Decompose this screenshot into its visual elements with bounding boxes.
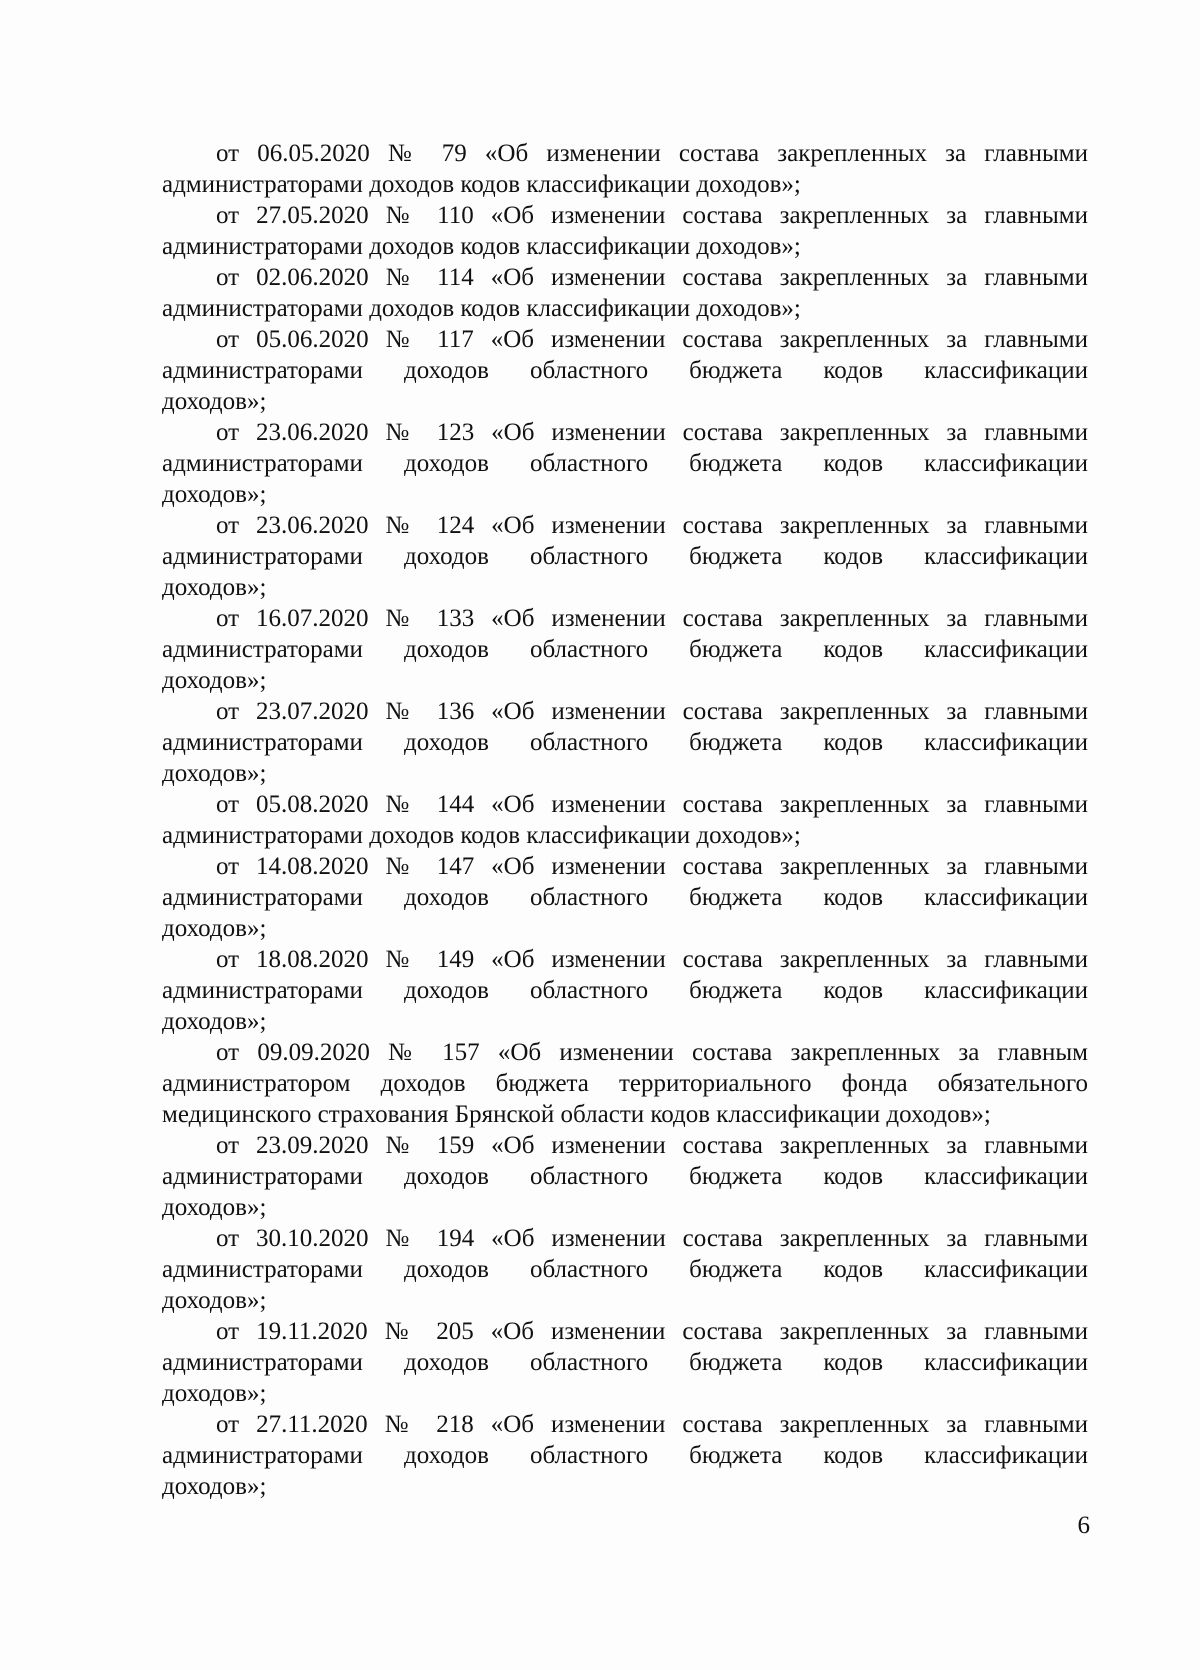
paragraph-line: администраторами доходов кодов классификации доходов»; <box>162 822 801 849</box>
paragraph-first-line: от 23.07.2020 № 136 «Об изменении состава закрепленных за главными <box>216 698 1088 725</box>
paragraph-first-line: от 23.09.2020 № 159 «Об изменении состава закрепленных за главными <box>216 1132 1088 1159</box>
order-paragraph <box>162 1130 1088 1223</box>
paragraph-line: доходов»; <box>162 915 267 942</box>
paragraph-line: доходов»; <box>162 481 267 508</box>
paragraph-line: администраторами доходов областного бюджета кодов классификации <box>162 977 1088 1004</box>
order-paragraph <box>162 417 1088 510</box>
paragraph-line: администраторами доходов кодов классификации доходов»; <box>162 171 801 198</box>
order-paragraph <box>162 851 1088 944</box>
paragraph-line: администраторами доходов областного бюджета кодов классификации <box>162 636 1088 663</box>
paragraph-line: доходов»; <box>162 1473 267 1500</box>
paragraph-line: администраторами доходов областного бюджета кодов классификации <box>162 1256 1088 1283</box>
order-paragraph <box>162 944 1088 1037</box>
order-paragraph <box>162 200 1088 262</box>
paragraph-line: администраторами доходов областного бюджета кодов классификации <box>162 450 1088 477</box>
paragraph-line: доходов»; <box>162 1008 267 1035</box>
order-paragraph <box>162 324 1088 417</box>
paragraph-first-line: от 14.08.2020 № 147 «Об изменении состава закрепленных за главными <box>216 853 1088 880</box>
paragraph-line: доходов»; <box>162 760 267 787</box>
order-paragraph <box>162 603 1088 696</box>
paragraph-first-line: от 05.08.2020 № 144 «Об изменении состава закрепленных за главными <box>216 791 1088 818</box>
paragraph-first-line: от 23.06.2020 № 123 «Об изменении состава закрепленных за главными <box>216 419 1088 446</box>
paragraph-line: администраторами доходов областного бюджета кодов классификации <box>162 729 1088 756</box>
order-paragraph <box>162 510 1088 603</box>
paragraph-first-line: от 30.10.2020 № 194 «Об изменении состава закрепленных за главными <box>216 1225 1088 1252</box>
paragraph-line: доходов»; <box>162 667 267 694</box>
paragraph-first-line: от 19.11.2020 № 205 «Об изменении состава закрепленных за главными <box>216 1318 1088 1345</box>
document-body <box>162 138 1088 1502</box>
paragraph-line: администратором доходов бюджета территориального фонда обязательного <box>162 1070 1088 1097</box>
paragraph-line: администраторами доходов областного бюджета кодов классификации <box>162 1163 1088 1190</box>
order-paragraph <box>162 1316 1088 1409</box>
order-paragraph <box>162 1037 1088 1130</box>
order-paragraph <box>162 1223 1088 1316</box>
paragraph-line: доходов»; <box>162 1194 267 1221</box>
order-paragraph <box>162 696 1088 789</box>
paragraph-first-line: от 16.07.2020 № 133 «Об изменении состава закрепленных за главными <box>216 605 1088 632</box>
page-number: 6 <box>1077 1512 1090 1539</box>
paragraph-line: доходов»; <box>162 574 267 601</box>
paragraph-line: доходов»; <box>162 388 267 415</box>
paragraph-first-line: от 06.05.2020 № 79 «Об изменении состава закрепленных за главными <box>216 140 1088 167</box>
paragraph-line: администраторами доходов кодов классификации доходов»; <box>162 233 801 260</box>
paragraph-first-line: от 02.06.2020 № 114 «Об изменении состава закрепленных за главными <box>216 264 1088 291</box>
order-paragraph <box>162 1409 1088 1502</box>
order-paragraph <box>162 262 1088 324</box>
paragraph-line: доходов»; <box>162 1380 267 1407</box>
order-paragraph <box>162 138 1088 200</box>
paragraph-first-line: от 09.09.2020 № 157 «Об изменении состава закрепленных за главным <box>216 1039 1088 1066</box>
paragraph-first-line: от 23.06.2020 № 124 «Об изменении состава закрепленных за главными <box>216 512 1088 539</box>
paragraph-line: администраторами доходов областного бюджета кодов классификации <box>162 1442 1088 1469</box>
paragraph-line: медицинского страхования Брянской области кодов классификации доходов»; <box>162 1101 991 1128</box>
paragraph-line: администраторами доходов областного бюджета кодов классификации <box>162 884 1088 911</box>
paragraph-line: доходов»; <box>162 1287 267 1314</box>
paragraph-first-line: от 27.05.2020 № 110 «Об изменении состава закрепленных за главными <box>216 202 1088 229</box>
paragraph-first-line: от 18.08.2020 № 149 «Об изменении состава закрепленных за главными <box>216 946 1088 973</box>
order-paragraph <box>162 789 1088 851</box>
paragraph-line: администраторами доходов областного бюджета кодов классификации <box>162 1349 1088 1376</box>
paragraph-first-line: от 05.06.2020 № 117 «Об изменении состава закрепленных за главными <box>216 326 1088 353</box>
paragraph-line: администраторами доходов областного бюджета кодов классификации <box>162 357 1088 384</box>
paragraph-first-line: от 27.11.2020 № 218 «Об изменении состава закрепленных за главными <box>216 1411 1088 1438</box>
paragraph-line: администраторами доходов областного бюджета кодов классификации <box>162 543 1088 570</box>
paragraph-line: администраторами доходов кодов классификации доходов»; <box>162 295 801 322</box>
